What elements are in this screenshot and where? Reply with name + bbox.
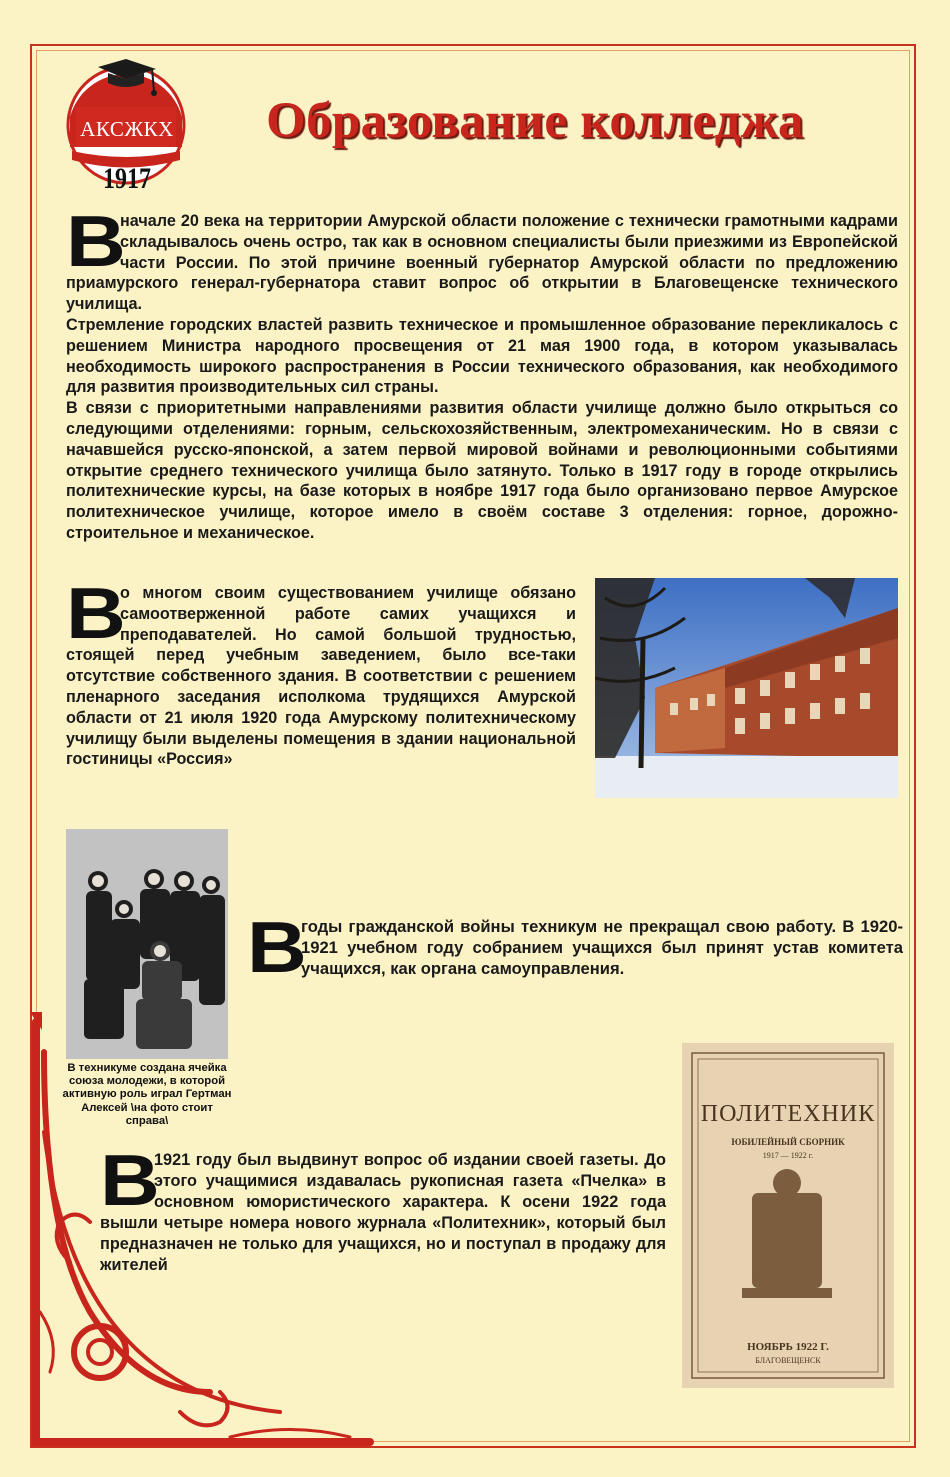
paragraph: годы гражданской войны техникум не прекращал свою работу. В 1920-1921 учебном году собранием учащихся был принят устав комитета учащихся, как органа самоуправления. — [301, 917, 903, 978]
journal-city: БЛАГОВЕЩЕНСК — [755, 1356, 821, 1365]
dropcap-letter: В — [247, 908, 307, 988]
journal-cover-art — [682, 1043, 894, 1388]
paragraph: В связи с приоритетными направлениями развития области училище должно было открыться со следующими отделениями: горным, сельскохозяйственным, электромеханическим. Но в связи с начавшейся русско-японской, а затем первой мировой войнами и революционными событиями открытие среднего технического училища было затянуто. Только в 1917 году в городе открылись политехнические курсы, на базе которых в ноябре 1917 года было организовано первое Амурское политехническое училище, которое имело в своём составе 3 отделения: горное, дорожно-строительное и механическое. — [66, 399, 898, 542]
corner-ornament — [30, 1012, 380, 1452]
paragraph: начале 20 века на территории Амурской области положение с технически грамотными кадрами складывалось очень остро, так как в основном специалисты были приезжими из Европейской части России. По этой причине военный губернатор Амурской области по предложению приамурского генерал-губернатора ставит вопрос об открытии в Благовещенске технического училища. — [66, 212, 898, 314]
journal-years: 1917 — 1922 г. — [762, 1151, 814, 1160]
paragraph: 1921 году был выдвинут вопрос об издании своей газеты. До этого учащимися издавалась рукописная газета «Пчелка» в основном юмористического характера. К осени 1922 года вышли четыре номера нового журнала «Политехник», который был предназначен не только для учащихся, но и поступал в продажу для жителей — [100, 1151, 666, 1274]
journal-cover-photo — [682, 1043, 894, 1388]
dropcap-letter: В — [100, 1141, 160, 1221]
logo-abbreviation: АКСЖКХ — [80, 117, 174, 141]
group-photo-caption: В техникуме создана ячейка союза молодежи, в которой активную роль играл Гертман Алексей \на фото стоит справа\ — [62, 1062, 232, 1127]
dropcap-letter: В — [66, 574, 126, 654]
page-title: Образование колледжа — [266, 93, 804, 149]
journal-date: НОЯБРЬ 1922 Г. — [747, 1341, 829, 1353]
journal-title: ПОЛИТЕХНИК — [700, 1101, 876, 1127]
dropcap-letter: В — [66, 202, 126, 282]
section-civil-war — [247, 908, 903, 988]
paragraph: о многом своим существованием училище обязано самоотверженной работе самих учащихся и преподавателей. Но самой большой трудностью, стоящей перед учебным заведением, было все-таки отсутствие собственного здания. В соответствии с решением пленарного заседания исполкома трудящихся Амурской области от 21 июля 1920 года Амурскому политехническому училищу были выделены помещения в здании национальной гостиницы «Россия» — [66, 584, 576, 769]
section-building — [66, 574, 576, 770]
journal-subtitle: ЮБИЛЕЙНЫЙ СБОРНИК — [731, 1137, 845, 1147]
building-photo — [595, 578, 898, 798]
section-founding — [66, 202, 898, 544]
logo-year: 1917 — [103, 162, 151, 195]
paragraph: Стремление городских властей развить техническое и промышленное образование перекликалось с решением Министра народного просвещения от 21 мая 1900 года, в котором указывалась необходимость широкого распространения в России технического образования, как необходимого для развития производительных сил страны. — [66, 315, 898, 397]
